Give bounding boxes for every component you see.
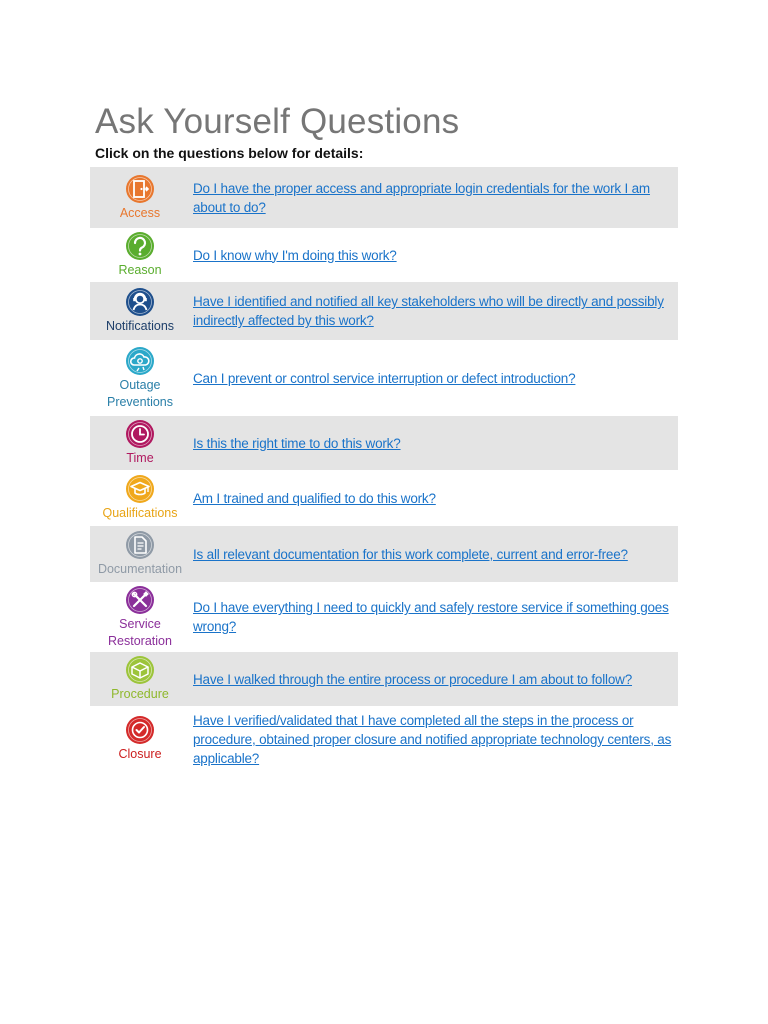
question-link-service-restoration[interactable]: Do I have everything I need to quickly and safely restore service if something goes wrong?: [193, 600, 669, 634]
category-label: Notifications: [105, 319, 175, 333]
category-label: Outage Preventions: [106, 377, 173, 409]
headset-person-icon: [125, 287, 155, 317]
category-access: [90, 174, 190, 222]
question-link-notifications[interactable]: Have I identified and notified all key stakeholders who will be directly and possibly indirectly affected by this work?: [193, 294, 664, 328]
question-link-documentation[interactable]: Is all relevant documentation for this work complete, current and error-free?: [193, 546, 628, 562]
category-label: Service Restoration: [108, 616, 172, 648]
question-link-access[interactable]: Do I have the proper access and appropriate login credentials for the work I am about to do?: [193, 180, 650, 215]
question-row-notifications: [90, 282, 678, 340]
question-link-reason[interactable]: Do I know why I'm doing this work?: [193, 247, 397, 263]
page-title: Ask Yourself Questions: [95, 102, 460, 141]
document-icon: [125, 530, 155, 560]
clock-icon: [125, 419, 155, 449]
question-row-procedure: [90, 652, 678, 706]
cloud-gear-icon: [125, 346, 155, 376]
question-row-outage-preventions: [90, 340, 678, 416]
category-label: Procedure: [111, 687, 169, 701]
category-procedure: [90, 655, 190, 703]
question-row-reason: [90, 228, 678, 282]
graduation-cap-icon: [125, 474, 155, 504]
category-label: Documentation: [97, 562, 183, 576]
category-label: Access: [119, 205, 161, 220]
question-row-closure: [90, 706, 678, 772]
category-label: Closure: [118, 747, 162, 761]
process-box-icon: [125, 655, 155, 685]
question-link-outage-preventions[interactable]: Can I prevent or control service interruption or defect introduction?: [193, 370, 576, 386]
category-time: [90, 419, 190, 467]
question-link-closure[interactable]: Have I verified/validated that I have completed all the steps in the process or procedure, obtained proper closure and notified appropriate technology centers, as applicable?: [193, 712, 672, 766]
category-label: Reason: [118, 263, 162, 277]
category-outage-preventions: [90, 346, 190, 411]
question-link-procedure[interactable]: Have I walked through the entire process or procedure I am about to follow?: [193, 671, 633, 687]
category-notifications: [90, 287, 190, 335]
check-badge-icon: [125, 715, 155, 745]
question-row-service-restoration: [90, 582, 678, 652]
questions-table: [90, 167, 678, 772]
instructions-text: Click on the questions below for details:: [95, 145, 364, 161]
question-mark-icon: [125, 231, 155, 261]
access-door-icon: [125, 174, 155, 204]
question-row-qualifications: [90, 470, 678, 526]
question-row-access: [90, 167, 678, 228]
category-reason: [90, 231, 190, 279]
category-label: Qualifications: [102, 506, 178, 520]
question-link-time[interactable]: Is this the right time to do this work?: [193, 435, 401, 451]
category-label: Time: [126, 451, 154, 465]
question-row-documentation: [90, 526, 678, 582]
question-link-qualifications[interactable]: Am I trained and qualified to do this work?: [193, 490, 436, 506]
category-qualifications: [90, 474, 190, 522]
category-service-restoration: [90, 585, 190, 650]
category-documentation: [90, 530, 190, 578]
category-closure: [90, 715, 190, 763]
wrench-screwdriver-icon: [125, 585, 155, 615]
question-row-time: [90, 416, 678, 470]
